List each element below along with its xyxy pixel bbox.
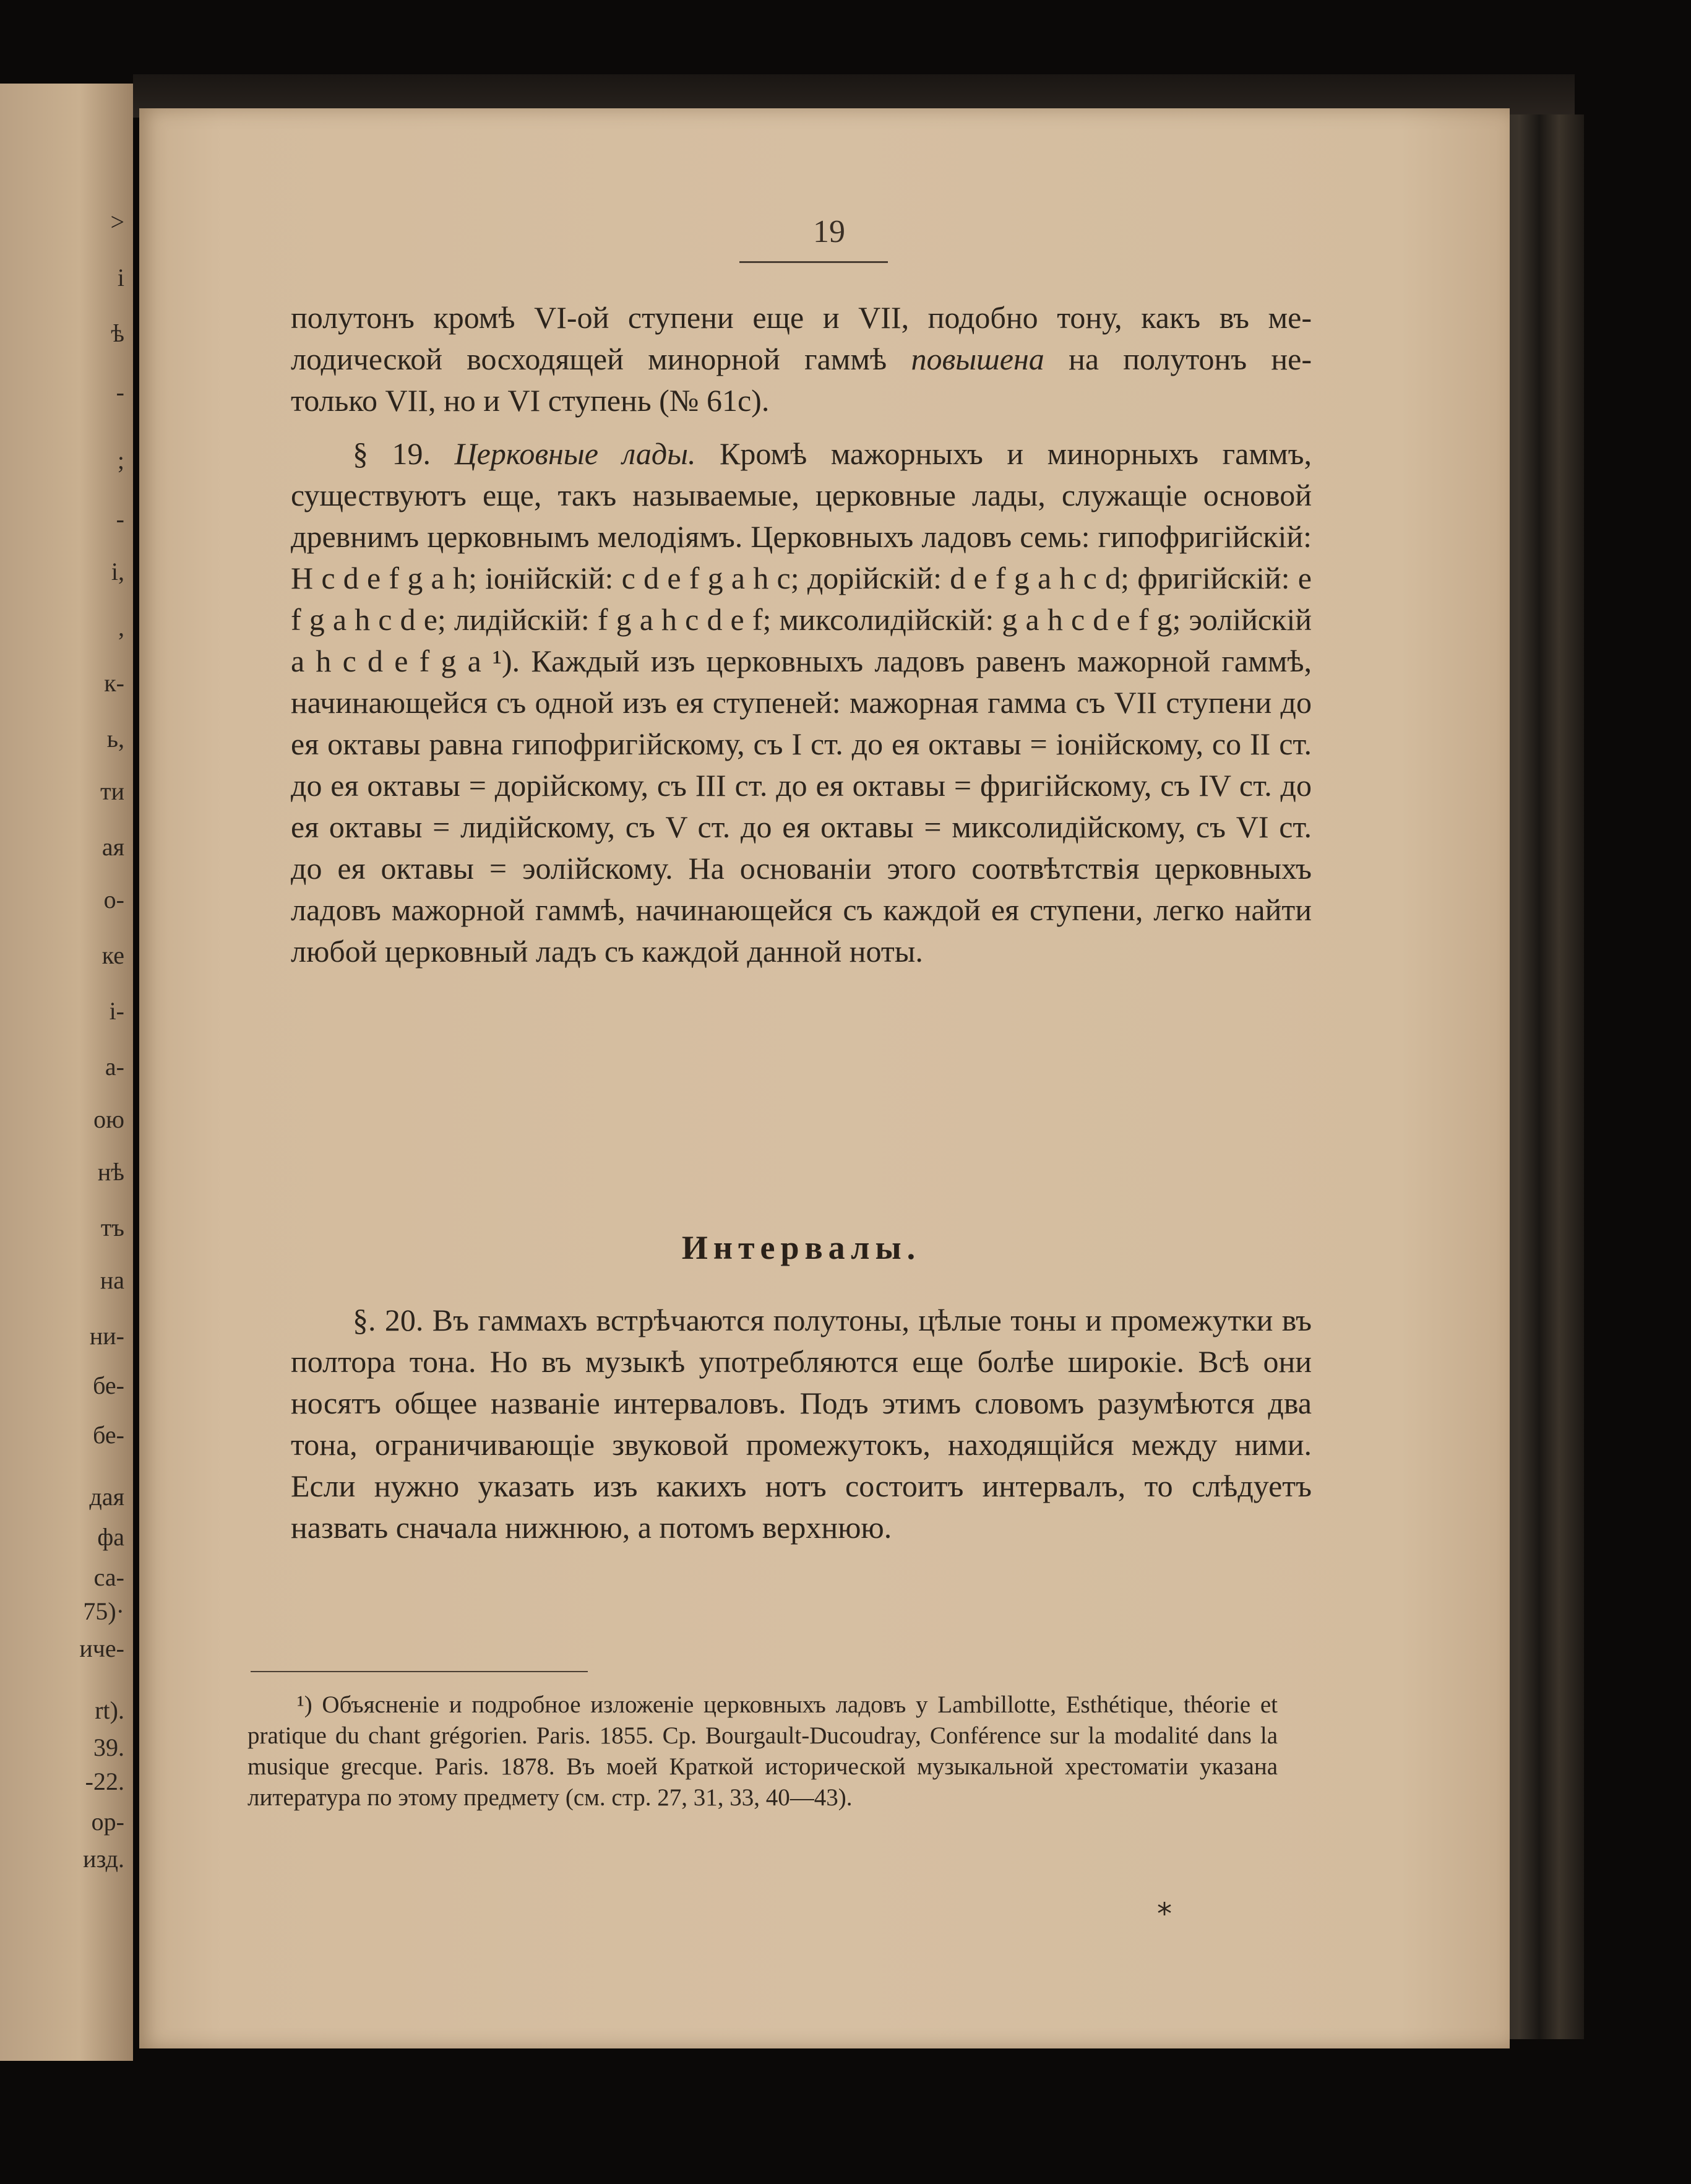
signature-mark: * (1157, 1897, 1172, 1932)
left-page-text-fragment: 39. (93, 1733, 124, 1761)
left-page-text-fragment: - (116, 378, 124, 406)
left-page-text-fragment: о- (103, 886, 124, 913)
left-page-text-fragment: ь, (106, 725, 124, 753)
left-page-text-fragment: > (110, 208, 124, 236)
line: лодической восходящей минорной гаммѣ повышена на полутонъ не- (291, 342, 1312, 376)
left-page-text-fragment: -22. (85, 1767, 124, 1795)
left-page-text-fragment: - (116, 505, 124, 533)
italic-word: повышена (911, 342, 1044, 376)
left-page-text-fragment: і (117, 264, 124, 291)
left-page-text-fragment: изд. (83, 1845, 124, 1873)
left-page-text-fragment: rt). (95, 1696, 124, 1724)
paragraph-body: Въ гаммахъ встрѣчаются полутоны, цѣлые тоны и промежутки въ полтора тона. Но въ музыкѣ употребляются еще болѣе широкіе. Всѣ они носятъ общее названіе интерваловъ. Подъ этимъ словомъ разумѣются два тона, ограничивающіе звуковой промежутокъ, находящійся между ними. Если нужно указать изъ какихъ нотъ состоитъ интервалъ, то слѣдуетъ назвать сначала нижнюю, а потомъ верхнюю. (291, 1303, 1312, 1545)
left-page-text-fragment: ти (100, 777, 124, 805)
section-number: §. 20. (353, 1303, 424, 1337)
section-number: § 19. (353, 436, 431, 471)
left-page-text-fragment: са- (93, 1563, 124, 1591)
left-page-text-fragment: дая (89, 1483, 124, 1511)
left-page-text-fragment: ; (117, 446, 124, 474)
left-facing-page (0, 84, 133, 2061)
left-page-text-fragment: і- (109, 997, 124, 1025)
continued-paragraph (291, 297, 1312, 421)
left-page-text-fragment: ою (93, 1105, 124, 1133)
left-page-text-fragment: ор- (91, 1808, 124, 1836)
left-page-text-fragment: тъ (100, 1214, 124, 1241)
footnote: ¹) Объясненіе и подробное изложеніе церковныхъ ладовъ у Lambillotte, Esthétique, théorie et pratique du chant grégorien. Paris. 1855. Ср. Bourgault-Ducoudray, Conférence sur la modalité dans la musique grecque. Paris. 1878. Въ моей Краткой исторической музыкальной хрестоматіи указана литература по этому предмету (см. стр. 27, 31, 33, 40—43). (247, 1691, 1278, 1811)
left-page-text-fragment: бе- (93, 1421, 124, 1449)
paragraph-body: Кромѣ мажорныхъ и минорныхъ гаммъ, существуютъ еще, такъ называемые, церковные лады, служащіе основой древнимъ церковнымъ мелодіямъ. Церковныхъ ладовъ семь: гипофригійскій: H c d e f g a h; іонійскій: c d e f g a h c; дорійскій: d e f g a h c d; фригійскій: e f g a h c d e; лидійскій: f g a h c d e f; миксолидійскій: g a h c d e f g; эолійскій a h c d e f g a ¹). Каждый изъ церковныхъ ладовъ равенъ мажорной гаммѣ, начинающейся съ одной изъ ея ступеней: мажорная гамма съ VII ступени до ея октавы равна гипофригійскому, съ I ст. до ея октавы = іонійскому, со II ст. до ея октавы = дорійскому, съ III ст. до ея октавы = фригійскому, съ IV ст. до ея октавы = лидійскому, съ V ст. до ея октавы = миксолидійскому, съ VI ст. до ея октавы = эолійскому. На основаніи этого соотвѣтствія церковныхъ ладовъ мажорной гаммѣ, начинающейся съ каждой ея ступени, легко найти любой церковный ладъ съ каждой данной ноты. (291, 436, 1312, 969)
line: только VII, но и VI ступень (№ 61c). (291, 383, 770, 418)
left-page-text-fragment: ѣ (111, 319, 124, 347)
left-page-text-fragment: ни- (89, 1322, 124, 1350)
left-page-text-fragment: фа (97, 1523, 124, 1551)
left-page-text-fragment: ая (101, 833, 124, 861)
section-19-paragraph (291, 433, 1312, 972)
left-page-text-fragment: а- (105, 1053, 124, 1081)
left-page-text-fragment: на (100, 1266, 124, 1294)
left-page-text-fragment: 75)· (83, 1597, 124, 1625)
left-page-text-fragment: бе- (93, 1371, 124, 1399)
page-number: 19 (813, 214, 845, 249)
section-title: Церковные лады. (454, 436, 696, 471)
footnote-rule (251, 1671, 588, 1672)
section-20-paragraph (291, 1300, 1312, 1548)
left-page-text-fragment: нѣ (97, 1158, 124, 1186)
left-page-text-fragment: иче- (79, 1634, 124, 1662)
left-page-text-fragment: і, (111, 558, 124, 585)
left-page-text-fragment: ке (101, 941, 124, 969)
left-page-text-fragment: , (118, 613, 124, 641)
line: полутонъ кромѣ VI-ой ступени еще и VII, подобно тону, какъ въ ме- (291, 300, 1312, 335)
page-number-rule (739, 261, 888, 263)
left-page-text-fragment: к- (104, 669, 124, 697)
section-heading: Интервалы. (681, 1229, 921, 1266)
